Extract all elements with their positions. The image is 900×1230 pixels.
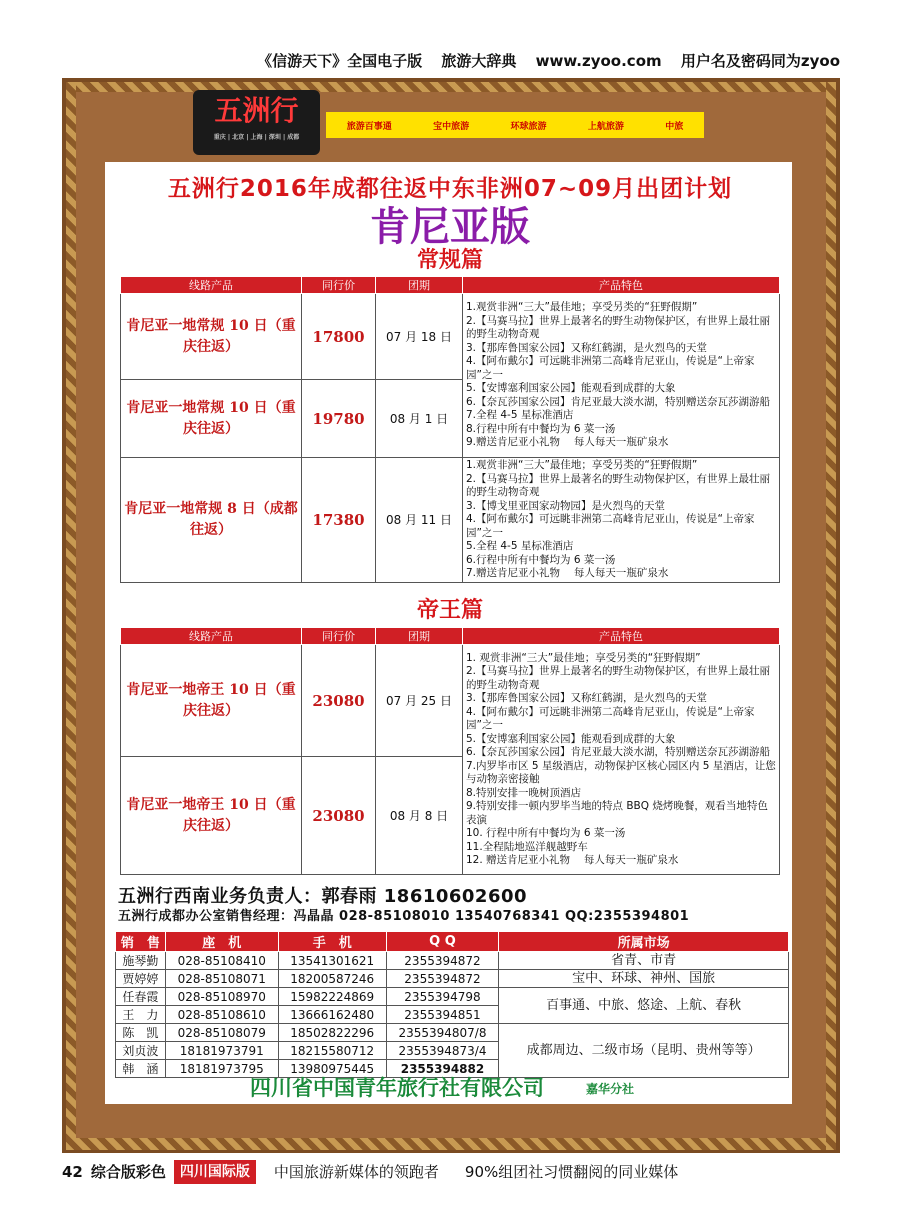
list-item: 10. 行程中所有中餐均为 6 菜一汤 xyxy=(466,827,626,839)
list-item: 2.【马赛马拉】世界上最著名的野生动物保护区，有世界上最壮丽的野生动物奇观 xyxy=(466,665,771,691)
list-item: 4.【阿布戴尔】可远眺非洲第二高峰肯尼亚山，传说是“上帝家园”之一 xyxy=(466,705,755,731)
banner-title: 《信游天下》全国电子版 xyxy=(257,52,423,70)
col-header: 产品特色 xyxy=(463,277,780,294)
table-row xyxy=(121,294,780,380)
col-header: 团期 xyxy=(376,628,463,645)
frame-border-right xyxy=(826,82,836,1150)
sales-market: 百事通、中旅、悠途、上航、春秋 xyxy=(499,988,789,1024)
list-item: 3.【那库鲁国家公园】又称红鹤湖，是火烈鸟的天堂 xyxy=(466,341,708,354)
feature-list xyxy=(463,294,780,458)
product-name: 肯尼亚一地帝王 10 日（重庆往返） xyxy=(121,645,302,757)
departure-date: 07 月 25 日 xyxy=(376,645,463,757)
departure-date: 08 月 1 日 xyxy=(376,380,463,458)
list-item: 8.特别安排一晚树顶酒店 xyxy=(466,786,582,799)
sales-qq: 2355394882 xyxy=(386,1060,499,1078)
frame-border-left xyxy=(66,82,76,1150)
list-item: 7.赠送肯尼亚小礼物 每人每天一瓶矿泉水 xyxy=(466,567,669,579)
sales-qq: 2355394798 xyxy=(386,988,499,1006)
list-item: 4.【阿布戴尔】可远眺非洲第二高峰肯尼亚山，传说是“上帝家园”之一 xyxy=(466,355,755,381)
col-header: 线路产品 xyxy=(121,277,302,294)
edition-badge: 四川国际版 xyxy=(174,1160,256,1184)
list-item: 7.内罗毕市区 5 星级酒店，动物保护区核心园区内 5 星酒店，让您与动物亲密接触 xyxy=(466,759,776,785)
col-header: Q Q xyxy=(386,932,499,952)
sales-name: 施琴勤 xyxy=(116,952,166,970)
company-branch: 嘉华分社 xyxy=(586,1082,635,1096)
banner-url[interactable]: www.zyoo.com xyxy=(535,52,662,70)
page-number: 42 xyxy=(62,1163,83,1181)
list-item: 4.【阿布戴尔】可远眺非洲第二高峰肯尼亚山，传说是“上帝家园”之一 xyxy=(466,513,755,539)
partner-logos xyxy=(326,112,704,138)
product-price: 17380 xyxy=(302,458,376,583)
col-header: 线路产品 xyxy=(121,628,302,645)
col-header: 手 机 xyxy=(278,932,386,952)
sales-landline: 028-85108410 xyxy=(165,952,278,970)
departure-date: 08 月 11 日 xyxy=(376,458,463,583)
footer-section: 综合版彩色 xyxy=(90,1163,166,1181)
sales-mobile: 13980975445 xyxy=(278,1060,386,1078)
product-name: 肯尼亚一地帝王 10 日（重庆往返） xyxy=(121,757,302,875)
list-item: 9.特别安排一顿内罗毕当地的特点 BBQ 烧烤晚餐，观看当地特色表演 xyxy=(466,800,768,826)
list-item: 11.全程陆地巡洋舰越野车 xyxy=(466,840,588,853)
list-item: 2.【马赛马拉】世界上最著名的野生动物保护区，有世界上最壮丽的野生动物奇观 xyxy=(466,314,771,341)
partner-logo: 环球旅游 xyxy=(510,121,547,132)
sales-market: 省青、市青 xyxy=(499,952,789,970)
sales-qq: 2355394872 xyxy=(386,970,499,988)
table-row xyxy=(116,952,789,970)
sales-mobile: 18215580712 xyxy=(278,1042,386,1060)
banner-note: 用户名及密码同为zyoo xyxy=(680,52,840,70)
list-item: 1. 观赏非洲“三大”最佳地；享受另类的“狂野假期” xyxy=(466,651,701,664)
col-header: 同行价 xyxy=(302,277,376,294)
col-header: 销 售 xyxy=(116,932,166,952)
table-row xyxy=(116,1024,789,1042)
sales-mobile: 18502822296 xyxy=(278,1024,386,1042)
sales-mobile: 15982224869 xyxy=(278,988,386,1006)
table-row xyxy=(116,988,789,1006)
sales-name: 贾婷婷 xyxy=(116,970,166,988)
sales-mobile: 13666162480 xyxy=(278,1006,386,1024)
departure-date: 08 月 8 日 xyxy=(376,757,463,875)
table-row xyxy=(121,458,780,583)
list-item: 6.【奈瓦莎国家公园】肯尼亚最大淡水湖，特别赠送奈瓦莎湖游船 xyxy=(466,746,771,758)
table-row xyxy=(121,645,780,757)
list-item: 1.观赏非洲“三大”最佳地；享受另类的“狂野假期” xyxy=(466,301,698,314)
table-row xyxy=(116,970,789,988)
list-item: 6.行程中所有中餐均为 6 菜一汤 xyxy=(466,553,616,566)
frame-border-bottom xyxy=(66,1138,836,1150)
list-item: 12. 赠送肯尼亚小礼物 每人每天一瓶矿泉水 xyxy=(466,854,679,866)
partner-logo: 旅游百事通 xyxy=(346,121,392,132)
partner-logo: 上航旅游 xyxy=(587,121,624,132)
sales-qq: 2355394873/4 xyxy=(386,1042,499,1060)
sales-qq: 2355394851 xyxy=(386,1006,499,1024)
sales-market: 成都周边、二级市场（昆明、贵州等等） xyxy=(499,1024,789,1078)
sales-qq: 2355394872 xyxy=(386,952,499,970)
list-item: 2.【马赛马拉】世界上最著名的野生动物保护区，有世界上最壮丽的野生动物奇观 xyxy=(466,472,771,498)
product-price: 17800 xyxy=(302,294,376,380)
feature-list xyxy=(463,458,780,583)
list-item: 1.观赏非洲“三大”最佳地；享受另类的“狂野假期” xyxy=(466,459,698,471)
product-name: 肯尼亚一地常规 8 日（成都往返） xyxy=(121,458,302,583)
sales-contact-table xyxy=(115,931,789,1078)
sales-landline: 18181973795 xyxy=(165,1060,278,1078)
partner-logo: 宝中旅游 xyxy=(433,121,470,132)
col-header: 同行价 xyxy=(302,628,376,645)
logo-text: 五洲行 xyxy=(214,94,299,127)
product-price: 23080 xyxy=(302,645,376,757)
contact-title: 五洲行西南业务负责人：郭春雨 18610602600 xyxy=(118,886,528,907)
sales-mobile: 13541301621 xyxy=(278,952,386,970)
imperial-plan-table xyxy=(120,627,780,875)
col-header: 座 机 xyxy=(165,932,278,952)
company-name: 四川省中国青年旅行社有限公司 xyxy=(250,1076,544,1100)
footer-slogan-2: 90%组团社习惯翻阅的同业媒体 xyxy=(464,1163,679,1181)
contact-subtitle: 五洲行成都办公室销售经理：冯晶晶 028-85108010 13540768341 QQ:2355394801 xyxy=(118,909,690,924)
wuzhouxing-logo xyxy=(193,90,320,155)
page-headline: 五洲行2016年成都往返中东非洲07~09月出团计划 xyxy=(167,176,733,202)
footer-slogan-1: 中国旅游新媒体的领跑者 xyxy=(273,1163,439,1181)
feature-list xyxy=(463,645,780,875)
table-header-row xyxy=(121,277,780,294)
list-item: 3.【博戈里亚国家动物园】是火烈鸟的天堂 xyxy=(466,499,666,512)
list-item: 5.【安博塞利国家公园】能观看到成群的大象 xyxy=(466,732,676,745)
page-footer xyxy=(62,1160,862,1184)
sales-name: 韩 涵 xyxy=(116,1060,166,1078)
list-item: 5.全程 4-5 星标准酒店 xyxy=(466,540,574,552)
sales-name: 陈 凯 xyxy=(116,1024,166,1042)
edition-title: 肯尼亚版 xyxy=(370,203,530,250)
sales-landline: 028-85108610 xyxy=(165,1006,278,1024)
product-name: 肯尼亚一地常规 10 日（重庆往返） xyxy=(121,294,302,380)
sales-name: 刘贞波 xyxy=(116,1042,166,1060)
sales-name: 王 力 xyxy=(116,1006,166,1024)
section-regular-title: 常规篇 xyxy=(416,248,483,273)
list-item: 8.行程中所有中餐均为 6 菜一汤 xyxy=(466,422,616,435)
table-header-row xyxy=(121,628,780,645)
product-price: 19780 xyxy=(302,380,376,458)
product-name: 肯尼亚一地常规 10 日（重庆往返） xyxy=(121,380,302,458)
sales-name: 任春霞 xyxy=(116,988,166,1006)
sales-landline: 028-85108071 xyxy=(165,970,278,988)
list-item: 5.【安博塞利国家公园】能观看到成群的大象 xyxy=(466,382,676,395)
sales-landline: 028-85108079 xyxy=(165,1024,278,1042)
list-item: 6.【奈瓦莎国家公园】肯尼亚最大淡水湖，特别赠送奈瓦莎湖游船 xyxy=(466,395,771,408)
list-item: 7.全程 4-5 星标准酒店 xyxy=(466,409,574,422)
sales-mobile: 18200587246 xyxy=(278,970,386,988)
col-header: 所属市场 xyxy=(499,932,789,952)
departure-date: 07 月 18 日 xyxy=(376,294,463,380)
product-price: 23080 xyxy=(302,757,376,875)
banner-dict: 旅游大辞典 xyxy=(441,52,517,70)
sales-landline: 028-85108970 xyxy=(165,988,278,1006)
logo-cities: 重庆 | 北京 | 上海 | 深圳 | 成都 xyxy=(213,134,300,141)
sales-market: 宝中、环球、神州、国旅 xyxy=(499,970,789,988)
frame-border-top xyxy=(66,82,836,92)
list-item: 9.赠送肯尼亚小礼物 每人每天一瓶矿泉水 xyxy=(466,436,669,449)
regular-plan-table xyxy=(120,276,780,583)
top-banner xyxy=(0,46,900,76)
sales-qq: 2355394807/8 xyxy=(386,1024,499,1042)
col-header: 产品特色 xyxy=(463,628,780,645)
partner-logo: 中旅 xyxy=(665,121,684,132)
list-item: 3.【那库鲁国家公园】又称红鹤湖，是火烈鸟的天堂 xyxy=(466,692,708,704)
col-header: 团期 xyxy=(376,277,463,294)
section-imperial-title: 帝王篇 xyxy=(416,598,483,623)
table-header-row xyxy=(116,932,789,952)
sales-landline: 18181973791 xyxy=(165,1042,278,1060)
